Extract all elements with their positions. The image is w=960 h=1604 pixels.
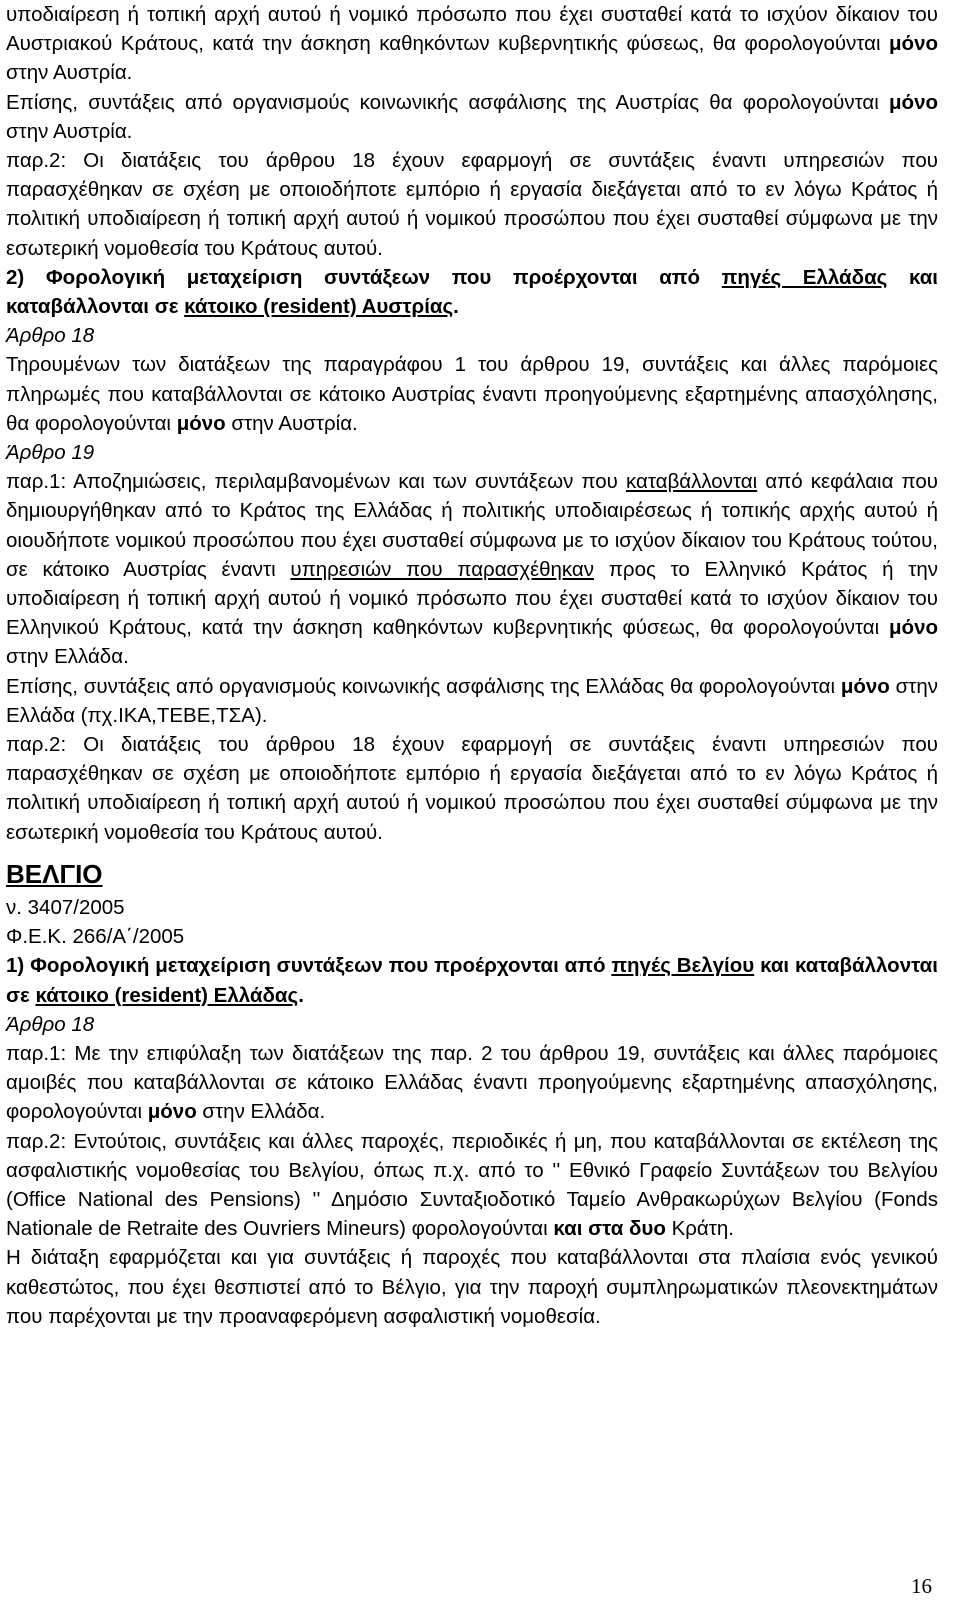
article-heading: Άρθρο 18 [6,324,95,348]
paragraph: υποδιαίρεση ή τοπική αρχή αυτού ή νομικό πρόσωπο που έχει συσταθεί κατά το ισχύον δίκαιον του Αυστριακού Κράτους, κατά την άσκηση καθηκόντων κυβερνητικής φύσεως, θα φορολογούνται μόνο στην Αυστρία. [6,3,938,85]
document-page [6,0,938,1331]
paragraph: Τηρουμένων των διατάξεων της παραγράφου 1 του άρθρου 19, συντάξεις και άλλες παρόμοιες πληρωμές που καταβάλλονται σε κάτοικο Αυστρίας έναντι προηγούμενης εξαρτημένης απασχόλησης, θα φορολογούνται μόνο στην Αυστρία. [6,353,938,435]
paragraph: παρ.1: Αποζημιώσεις, περιλαμβανομένων και των συντάξεων που καταβάλλονται από κεφάλαια που δημιουργήθηκαν από το Κράτος της Ελλάδας ή πολιτικής υποδιαιρέσεως ή τοπικής αρχής αυτού ή οιουδήποτε νομικού προσώπου που έχει συσταθεί σύμφωνα με το ισχύον δίκαιον του Κράτους τούτου, σε κάτοικο Αυστρίας έναντι υπηρεσιών που παρασχέθηκαν προς το Ελληνικό Κράτος ή την υποδιαίρεση ή τοπική αρχή αυτού ή νομικό πρόσωπο που έχει συσταθεί κατά το ισχύον δίκαιον του Ελληνικού Κράτους, κατά την άσκηση καθηκόντων κυβερνητικής φύσεως, θα φορολογούνται μόνο στην Ελλάδα. [6,470,938,669]
section-heading: 2) Φορολογική μεταχείριση συντάξεων που προέρχονται από πηγές Ελλάδας και καταβάλλονται σε κάτοικο (resident) Αυστρίας. [6,265,938,319]
law-reference: ν. 3407/2005 [6,895,125,919]
article-heading: Άρθρο 18 [6,1012,95,1036]
paragraph: παρ.2: Εντούτοις, συντάξεις και άλλες παροχές, περιοδικές ή μη, που καταβάλλονται σε εκτέλεση της ασφαλιστικής νομοθεσίας του Βελγίου, όπως π.χ. από το '' Εθνικό Γραφείο Συντάξεων του Βελγίου (Office National des Pensions) '' Δημόσιο Συνταξιοδοτικό Ταμείο Ανθρακωρύχων Βελγίου (Fonds Nationale de Retraite des Ouvriers Mineurs) φορολογούνται και στα δυο Κράτη. [6,1129,938,1241]
paragraph: παρ.2: Οι διατάξεις του άρθρου 18 έχουν εφαρμογή σε συντάξεις έναντι υπηρεσιών που παρασχέθηκαν σε σχέση με οποιοδήποτε εμπόριο ή εργασία διεξάγεται από το εν λόγω Κράτος ή πολιτική υποδιαίρεση ή τοπική αρχή αυτού ή νομικού προσώπου που έχει συσταθεί σύμφωνα με την εσωτερική νομοθεσία του Κράτους αυτού. [6,733,938,844]
section-heading: 1) Φορολογική μεταχείριση συντάξεων που προέρχονται από πηγές Βελγίου και καταβάλλονται σε κάτοικο (resident) Ελλάδας. [6,954,938,1007]
gazette-reference: Φ.Ε.Κ. 266/Α΄/2005 [6,925,185,949]
paragraph: παρ.1: Με την επιφύλαξη των διατάξεων της παρ. 2 του άρθρου 19, συντάξεις και άλλες παρόμοιες αμοιβές που καταβάλλονται σε κάτοικο Ελλάδας έναντι προηγούμενης εξαρτημένης απασχόλησης, φορολογούνται μόνο στην Ελλάδα. [6,1041,938,1124]
paragraph: παρ.2: Οι διατάξεις του άρθρου 18 έχουν εφαρμογή σε συντάξεις έναντι υπηρεσιών που παρασχέθηκαν σε σχέση με οποιοδήποτε εμπόριο ή εργασία διεξάγεται από το εν λόγω Κράτος ή πολιτική υποδιαίρεση ή τοπική αρχή αυτού ή νομικού προσώπου που έχει συσταθεί σύμφωνα με την εσωτερική νομοθεσία του Κράτους αυτού. [6,149,938,260]
page-number: 16 [911,1574,932,1598]
country-heading: ΒΕΛΓΙΟ [6,858,103,889]
paragraph: Η διάταξη εφαρμόζεται και για συντάξεις ή παροχές που καταβάλλονται στα πλαίσια ενός γενικού καθεστώτος, που έχει θεσπιστεί από το Βέλγιο, για την παροχή συμπληρωματικών πλεονεκτημάτων που παρέχονται με την προαναφερόμενη ασφαλιστική νομοθεσία. [6,1246,938,1328]
paragraph: Επίσης, συντάξεις από οργανισμούς κοινωνικής ασφάλισης της Ελλάδας θα φορολογούνται μόνο στην Ελλάδα (πχ.ΙΚΑ,ΤΕΒΕ,ΤΣΑ). [6,674,938,727]
paragraph: Επίσης, συντάξεις από οργανισμούς κοινωνικής ασφάλισης της Αυστρίας θα φορολογούνται μόνο στην Αυστρία. [6,90,938,143]
article-heading: Άρθρο 19 [6,441,95,465]
